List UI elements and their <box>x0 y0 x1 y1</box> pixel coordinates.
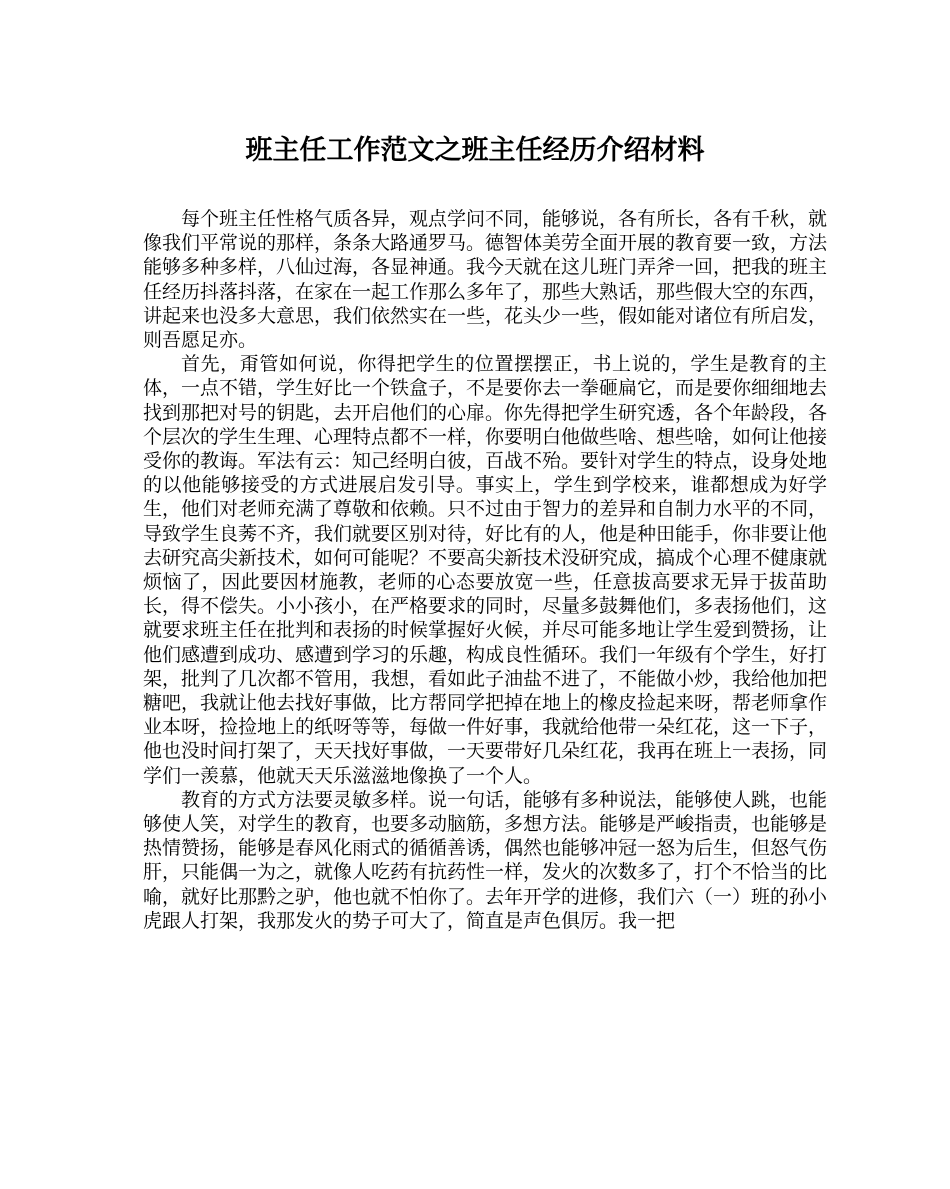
paragraph-1: 每个班主任性格气质各异，观点学问不同，能够说，各有所长，各有千秋，就像我们平常说的那样，条条大路通罗马。德智体美劳全面开展的教育要一致，方法能够多种多样，八仙过海，各显神通。我今天就在这儿班门弄斧一回，把我的班主任经历抖落抖落，在家在一起工作那么多年了，那些大熟话，那些假大空的东西，讲起来也没多大意思，我们依然实在一些，花头少一些，假如能对诸位有所启发，则吾愿足亦。 <box>143 208 828 352</box>
document-title: 班主任工作范文之班主任经历介绍材料 <box>245 135 705 166</box>
document-body <box>143 207 827 933</box>
paragraph-2: 首先，甭管如何说，你得把学生的位置摆摆正，书上说的，学生是教育的主体，一点不错，学生好比一个铁盒子，不是要你去一拳砸扁它，而是要你细细地去找到那把对号的钥匙，去开启他们的心扉。你先得把学生研究透，各个年龄段，各个层次的学生生理、心理特点都不一样，你要明白他做些啥、想些啥，如何让他接受你的教诲。军法有云：知己经明白彼，百战不殆。要针对学生的特点，设身处地的以他能够接受的方式进展启发引导。事实上，学生到学校来，谁都想成为好学生，他们对老师充满了尊敬和依赖。只不过由于智力的差异和自制力水平的不同，导致学生良莠不齐，我们就要区别对待，好比有的人，他是种田能手，你非要让他去研究高尖新技术，如何可能呢？不要高尖新技术没研究成，搞成个心理不健康就烦恼了，因此要因材施教，老师的心态要放宽一些，任意拔高要求无异于拔苗助长，得不偿失。小小孩小，在严格要求的同时，尽量多鼓舞他们，多表扬他们，这就要求班主任在批判和表扬的时候掌握好火候，并尽可能多地让学生爱到赞扬，让他们感遭到成功、感遭到学习的乐趣，构成良性循环。我们一年级有个学生，好打架，批判了几次都不管用，我想，看如此子油盐不进了，不能做小炒，我给他加把糖吧，我就让他去找好事做，比方帮同学把掉在地上的橡皮捡起来呀，帮老师拿作业本呀，捡捡地上的纸呀等等，每做一件好事，我就给他带一朵红花，这一下子，他也没时间打架了，天天找好事做，一天要带好几朵红花，我再在班上一表扬，同学们一羡慕，他就天天乐滋滋地像换了一个人。 <box>143 353 828 787</box>
paragraph-3: 教育的方式方法要灵敏多样。说一句话，能够有多种说法，能够使人跳，也能够使人笑，对学生的教育，也要多动脑筋，多想方法。能够是严峻指责，也能够是热情赞扬，能够是春风化雨式的循循善诱，偶然也能够冲冠一怒为后生，但怒气伤肝，只能偶一为之，就像人吃药有抗药性一样，发火的次数多了，打个不恰当的比喻，就好比那黔之驴，他也就不怕你了。去年开学的进修，我们六（一）班的孙小虎跟人打架，我那发火的势子可大了，简直是声色俱厉。我一把 <box>143 788 828 932</box>
